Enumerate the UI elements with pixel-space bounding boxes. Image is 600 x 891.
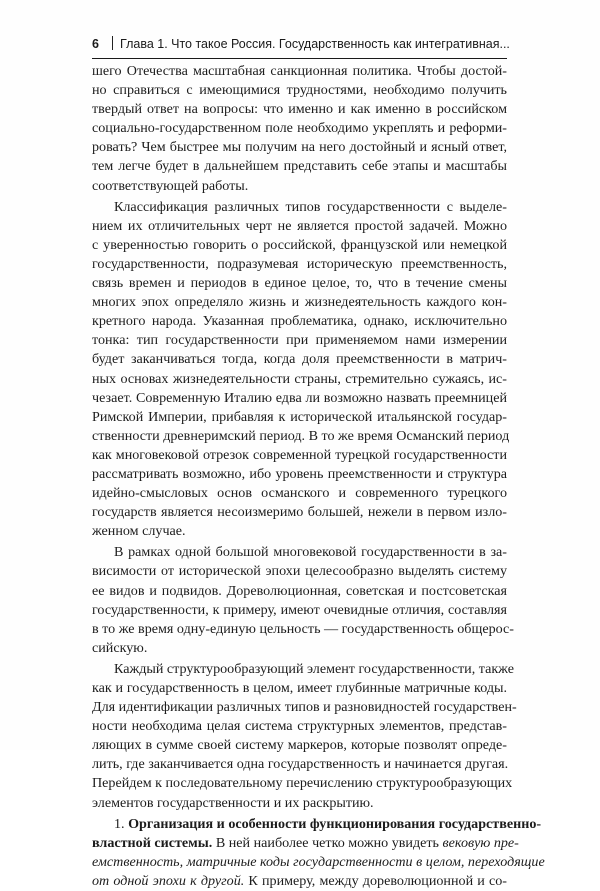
text-line: В рамках одной большой многовековой государственности в за- — [114, 544, 507, 561]
text-line: ности необходима целая система структурных элементов, представ- — [92, 718, 507, 735]
text-line: связь времен и периодов в единое целое, то, что в течение смены — [92, 275, 507, 292]
text-line: ляющих в сумме своей систему маркеров, которые позволят опреде- — [92, 737, 507, 754]
text-line: элементов государственности и их раскрытию. — [92, 794, 374, 811]
text-line: как и государственность в целом, имеет глубинные матричные коды. — [92, 680, 507, 696]
text-line: Классификация различных типов государственности с выделе- — [114, 198, 507, 215]
text-line — [92, 853, 545, 872]
text-line: висимости от исторической эпохи целесообразно выделять систему — [92, 563, 507, 580]
text-line: в то же время одну-единую цельность — государственность общерос- — [92, 620, 514, 637]
page-number: 6 — [92, 37, 99, 51]
text-line: государств является несоизмеримо большей, нежели в первом изло- — [92, 504, 507, 521]
text-line — [92, 872, 507, 891]
text-line: кретного народа. Указанная проблематика, однако, исключительно — [92, 313, 507, 330]
header-rule — [92, 58, 507, 59]
header-separator — [112, 36, 113, 50]
text-line: государственности, подразумевая историческую преемственность, — [92, 255, 507, 272]
text-line: нием их отличительных черт не является простой задачей. Можно — [92, 217, 507, 234]
text-line: Для идентификации различных типов и разновидностей государствен- — [92, 699, 517, 716]
text-line: рассматривать возможно, ибо уровень преемственности и структура — [92, 465, 507, 482]
text-line: шего Отечества масштабная санкционная политика. Чтобы достой- — [92, 63, 507, 79]
body-text — [92, 62, 545, 891]
text-line: ных основах жизнедеятельности страны, стремительно сужаясь, ис- — [92, 370, 507, 387]
running-title: Глава 1. Что такое Россия. Государственность как интегративная... — [120, 37, 510, 51]
bold-text: властной системы. — [92, 834, 213, 851]
italic-text: вековую пре- — [442, 834, 519, 851]
text-line: многих эпох определяло жизнь и жизнедеятельность каждого кон- — [92, 294, 507, 311]
text-line: идейно-смысловых основ османского и современного турецкого — [92, 485, 507, 502]
text-segment: 1. — [114, 815, 129, 832]
text-line: но справиться с имеющимися трудностями, необходимо получить — [92, 82, 507, 99]
text-line: твердый ответ на вопросы: что именно и как именно в российском — [92, 101, 507, 118]
paragraph — [92, 543, 514, 658]
text-line: женном случае. — [92, 523, 186, 540]
text-segment: К примеру, между дореволюционной и со- — [244, 872, 507, 889]
text-line: ственности древнеримский период. В то же время Османский период — [92, 427, 510, 444]
text-segment: В ней наиболее четко можно увидеть — [212, 834, 443, 851]
text-line — [92, 834, 519, 853]
paragraph — [92, 62, 507, 196]
text-line: сийскую. — [92, 639, 148, 656]
italic-text: емственность, матричные коды государственности в целом, переходящие — [92, 853, 545, 870]
text-line: ровать? Чем быстрее мы получим на него достойный и ясный ответ, — [92, 139, 507, 156]
text-line: Римской Империи, прибавляя к исторической итальянской государ- — [92, 408, 507, 425]
text-line: Каждый структурообразующий элемент государственности, также — [114, 660, 514, 677]
paragraph — [92, 198, 510, 542]
text-line: государственности, к примеру, имеют очевидные отличия, составляя — [92, 601, 507, 618]
text-line: тонка: тип государственности при применяемом нами измерении — [92, 332, 507, 349]
text-line: тем легче будет в дальнейшем представить себе этапы и масштабы — [92, 158, 507, 175]
italic-text: от одной эпохи к другой. — [92, 872, 245, 889]
text-line — [92, 815, 542, 834]
text-line: будет заканчиваться тогда, когда доля преемственности в матрич- — [92, 351, 507, 368]
text-line: Перейдем к последовательному перечислению структурообразующих — [92, 775, 513, 792]
paragraph — [92, 815, 545, 891]
text-line: соответствующей работы. — [92, 177, 249, 194]
text-line: ее видов и подвидов. Дореволюционная, советская и постсоветская — [92, 582, 507, 599]
running-header — [92, 36, 510, 58]
text-line: с уверенностью говорить о российской, французской или немецкой — [92, 236, 507, 253]
bold-text: Организация и особенности функционирования государственно- — [128, 815, 542, 832]
text-line: как многовековой отрезок современной турецкой государственности — [92, 446, 507, 463]
text-line: социально-государственном поле необходимо укреплять и реформи- — [92, 120, 507, 137]
text-line: чезает. Современную Италию едва ли возможно назвать преемницей — [92, 389, 507, 406]
paragraph — [92, 660, 517, 813]
text-line: лить, где заканчивается одна государственность и начинается другая. — [92, 756, 509, 773]
